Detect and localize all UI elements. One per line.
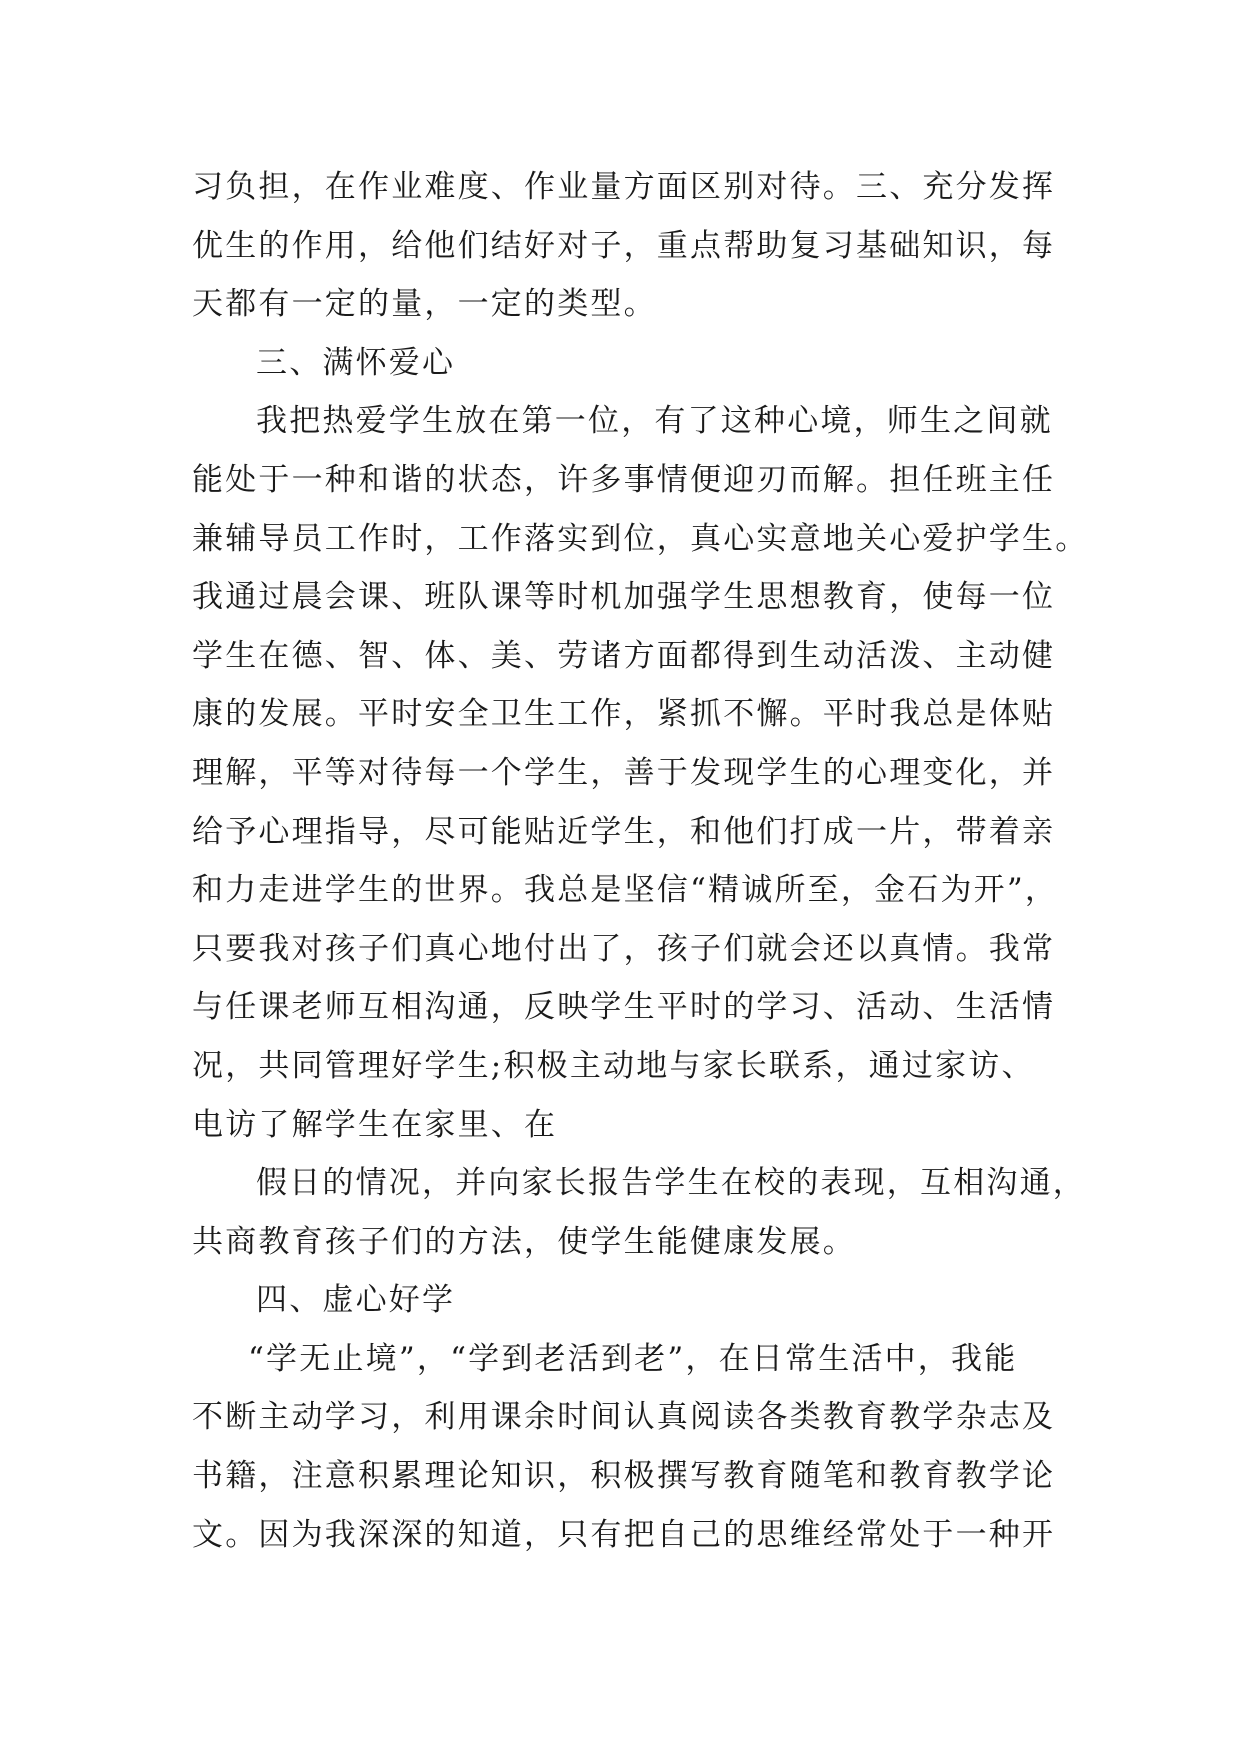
text-line: 给予心理指导，尽可能贴近学生，和他们打成一片，带着亲 <box>192 813 1056 850</box>
text-line: 不断主动学习，利用课余时间认真阅读各类教育教学杂志及 <box>192 1399 1056 1436</box>
section-heading: 四、虚心好学 <box>256 1282 456 1319</box>
text-line: 书籍，注意积累理论知识，积极撰写教育随笔和教育教学论 <box>192 1458 1056 1495</box>
text-line: 和力走进学生的世界。我总是坚信“精诚所至，金石为开”， <box>192 872 1059 909</box>
text-line: 兼辅导员工作时，工作落实到位，真心实意地关心爱护学生。 <box>192 520 1089 557</box>
text-line: 我通过晨会课、班队课等时机加强学生思想教育，使每一位 <box>192 579 1056 616</box>
text-line: 假日的情况，并向家长报告学生在校的表现，互相沟通， <box>256 1165 1086 1202</box>
text-line: 优生的作用，给他们结好对子，重点帮助复习基础知识，每 <box>192 227 1056 264</box>
section-heading: 三、满怀爱心 <box>256 344 456 381</box>
text-line: 学生在德、智、体、美、劳诸方面都得到生动活泼、主动健 <box>192 637 1056 674</box>
text-line: 我把热爱学生放在第一位，有了这种心境，师生之间就 <box>256 403 1053 440</box>
text-line: 能处于一种和谐的状态，许多事情便迎刃而解。担任班主任 <box>192 461 1056 498</box>
text-line: 理解，平等对待每一个学生，善于发现学生的心理变化，并 <box>192 754 1056 791</box>
text-line: 只要我对孩子们真心地付出了，孩子们就会还以真情。我常 <box>192 930 1056 967</box>
text-line: 共商教育孩子们的方法，使学生能健康发展。 <box>192 1223 856 1260</box>
text-line: 天都有一定的量，一定的类型。 <box>192 286 657 323</box>
text-line: 文。因为我深深的知道，只有把自己的思维经常处于一种开 <box>192 1516 1056 1553</box>
text-line: 况，共同管理好学生;积极主动地与家长联系，通过家访、 <box>192 1047 1035 1084</box>
text-line: 与任课老师互相沟通，反映学生平时的学习、活动、生活情 <box>192 989 1056 1026</box>
text-line: “学无止境”，“学到老活到老”，在日常生活中，我能 <box>248 1340 1018 1377</box>
text-line: 习负担，在作业难度、作业量方面区别对待。三、充分发挥 <box>192 169 1056 205</box>
text-line: 电访了解学生在家里、在 <box>192 1106 558 1143</box>
body-text <box>192 158 1089 1564</box>
text-line: 康的发展。平时安全卫生工作，紧抓不懈。平时我总是体贴 <box>192 696 1056 733</box>
